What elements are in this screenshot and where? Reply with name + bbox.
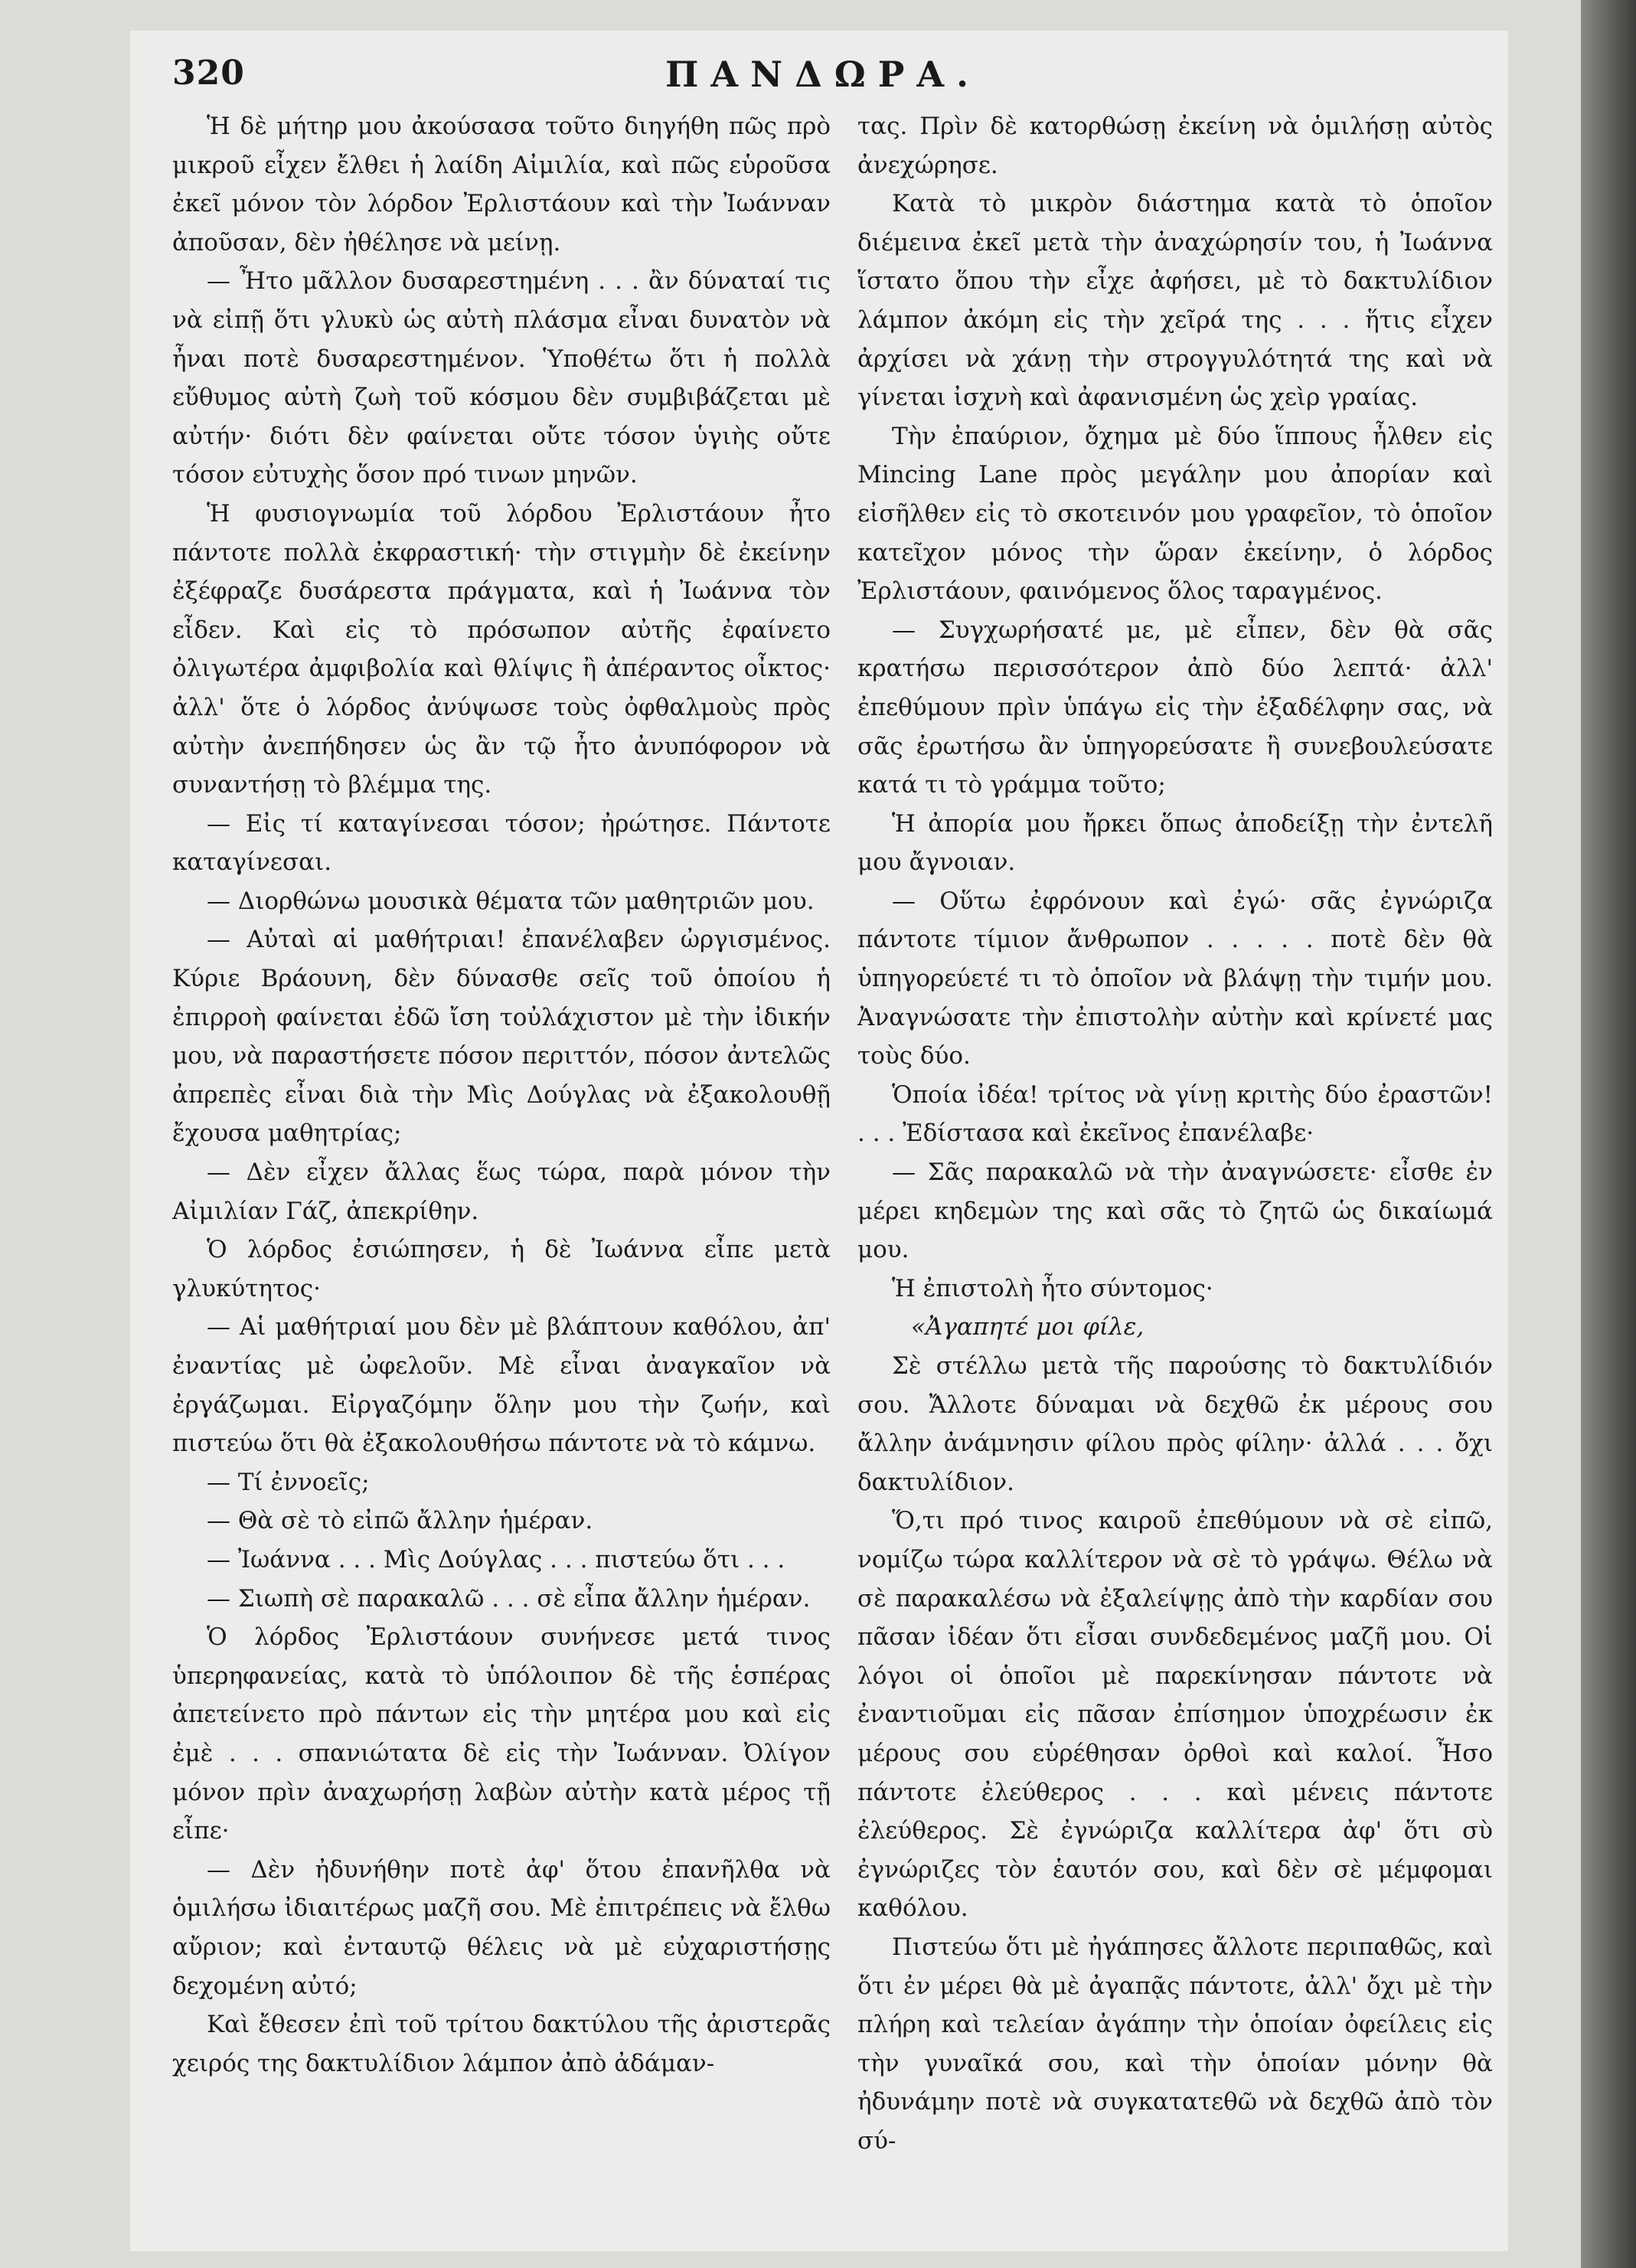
paragraph: — Αὐταὶ αἱ μαθήτριαι! ἐπανέλαβεν ὠργισμένος. Κύριε Βράουνη, δὲν δύνασθε σεῖς τοῦ ὁποίου ἡ ἐπιρροὴ φαίνεται ἐδῶ ἴση τοὐλάχιστον μὲ τὴν ἰδικήν μου, νὰ παραστήσετε πόσον περιττόν, πόσον ἀντελῶς ἀπρεπὲς εἶναι διὰ τὴν Μὶς Δούγλας νὰ ἐξακολουθῇ ἔχουσα μαθητρίας;	[172, 926, 831, 1148]
paragraph: Πιστεύω ὅτι μὲ ἠγάπησες ἄλλοτε περιπαθῶς, καὶ ὅτι ἐν μέρει θὰ μὲ ἀγαπᾷς πάντοτε, ἀλλ' ὄχι μὲ τὴν πλήρη καὶ τελείαν ἀγάπην τὴν ὁποίαν ὀφείλεις εἰς τὴν γυναῖκά σου, καὶ τὴν ὁποίαν μόνην θὰ ἠδυνάμην ποτὲ νὰ συγκατατεθῶ νὰ δεχθῶ ἀπὸ τὸν σύ-	[857, 1933, 1493, 2155]
paragraph: — Σᾶς παρακαλῶ νὰ τὴν ἀναγνώσετε· εἶσθε ἐν μέρει κηδεμὼν της καὶ σᾶς τὸ ζητῶ ὡς δικαίωμά μου.	[857, 1159, 1493, 1264]
paragraph: «Ἀγαπητέ μοι φίλε,	[911, 1313, 1145, 1342]
right-column	[857, 107, 1493, 2160]
paragraph: — Θὰ σὲ τὸ εἰπῶ ἄλλην ἡμέραν.	[207, 1507, 593, 1535]
page-number: 320	[172, 54, 245, 93]
page-header	[172, 54, 1489, 100]
paragraph: Ὁποία ἰδέα! τρίτος νὰ γίνῃ κριτὴς δύο ἐραστῶν! . . . Ἐδίστασα καὶ ἐκεῖνος ἐπανέλαβε·	[857, 1080, 1493, 1148]
paragraph: Ἡ ἐπιστολὴ ἦτο σύντομος·	[892, 1274, 1213, 1302]
paragraph: — Εἰς τί καταγίνεσαι τόσον; ἠρώτησε. Πάντοτε καταγίνεσαι.	[172, 809, 831, 877]
paragraph: τας. Πρὶν δὲ κατορθώσῃ ἐκείνη νὰ ὁμιλήσῃ αὐτὸς ἀνεχώρησε.	[857, 113, 1493, 179]
paragraph: Ἡ δὲ μήτηρ μου ἀκούσασα τοῦτο διηγήθη πῶς πρὸ μικροῦ εἶχεν ἔλθει ἡ λαίδη Αἰμιλία, καὶ πῶς εὑροῦσα ἐκεῖ μόνον τὸν λόρδον Ἐρλιστάουν καὶ τὴν Ἰωάνναν ἀποῦσαν, δὲν ἠθέλησε νὰ μείνῃ.	[172, 113, 831, 257]
paragraph: Καὶ ἔθεσεν ἐπὶ τοῦ τρίτου δακτύλου τῆς ἀριστερᾶς χειρός της δακτυλίδιον λάμπον ἀπὸ ἀδάμαν-	[172, 2011, 831, 2077]
paragraph: Ὁ λόρδος ἐσιώπησεν, ἡ δὲ Ἰωάννα εἶπε μετὰ γλυκύτητος·	[172, 1236, 831, 1302]
paragraph: Ἡ ἀπορία μου ἤρκει ὅπως ἀποδείξῃ τὴν ἐντελῆ μου ἄγνοιαν.	[857, 809, 1493, 877]
paragraph: — Οὕτω ἐφρόνουν καὶ ἐγώ· σᾶς ἐγνώριζα πάντοτε τίμιον ἄνθρωπον . . . . . ποτὲ δὲν θὰ ὑπηγορεύετέ τι τὸ ὁποῖον νὰ βλάψῃ τὴν τιμήν μου. Ἀναγνώσατε τὴν ἐπιστολὴν αὐτὴν καὶ κρίνετέ μας τοὺς δύο.	[857, 887, 1493, 1070]
paragraph: — Ἦτο μᾶλλον δυσαρεστημένη . . . ἂν δύναταί τις νὰ εἰπῇ ὅτι γλυκὺ ὡς αὐτὴ πλάσμα εἶναι δυνατὸν νὰ ἦναι ποτὲ δυσαρεστημένον. Ὑποθέτω ὅτι ἡ πολλὰ εὔθυμος αὐτὴ ζωὴ τοῦ κόσμου δὲν συμβιβάζεται μὲ αὐτήν· διότι δὲν φαίνεται οὔτε τόσον ὑγιὴς οὔτε τόσον εὐτυχὴς ὅσον πρό τινων μηνῶν.	[172, 267, 831, 489]
paragraph: — Αἱ μαθήτριαί μου δὲν μὲ βλάπτουν καθόλου, ἀπ' ἐναντίας μὲ ὠφελοῦν. Μὲ εἶναι ἀναγκαῖον νὰ ἐργάζωμαι. Εἰργαζόμην ὅλην μου τὴν ζωήν, καὶ πιστεύω ὅτι θὰ ἐξακολουθήσω πάντοτε νὰ τὸ κάμνω.	[172, 1313, 831, 1458]
paragraph: Τὴν ἐπαύριον, ὄχημα μὲ δύο ἵππους ἦλθεν εἰς Mincing Lane πρὸς μεγάλην μου ἀπορίαν καὶ εἰσῆλθεν εἰς τὸ σκοτεινόν μου γραφεῖον, τὸ ὁποῖον κατεῖχον μόνος τὴν ὥραν ἐκείνην, ὁ λόρδος Ἐρλιστάουν, φαινόμενος ὅλος ταραγμένος.	[857, 422, 1493, 606]
paragraph: — Τί ἐννοεῖς;	[207, 1468, 370, 1496]
paragraph: Σὲ στέλλω μετὰ τῆς παρούσης τὸ δακτυλίδιόν σου. Ἄλλοτε δύναμαι νὰ δεχθῶ ἐκ μέρους σου ἄλλην ἀνάμνησιν φίλου πρὸς φίλην· ἀλλά . . . ὄχι δακτυλίδιον.	[857, 1352, 1493, 1496]
paragraph: Ἡ φυσιογνωμία τοῦ λόρδου Ἐρλιστάουν ἦτο πάντοτε πολλὰ ἐκφραστική· τὴν στιγμὴν δὲ ἐκείνην ἐξέφραζε δυσάρεστα πράγματα, καὶ ἡ Ἰωάννα τὸν εἶδεν. Καὶ εἰς τὸ πρόσωπον αὐτῆς ἐφαίνετο ὀλιγωτέρα ἀμφιβολία καὶ θλίψις ἢ ἀπέραντος οἶκτος· ἀλλ' ὅτε ὁ λόρδος ἀνύψωσε τοὺς ὀφθαλμοὺς πρὸς αὐτὴν ἀνεπήδησεν ὡς ἂν τῷ ἦτο ἀνυπόφορον νὰ συναντήσῃ τὸ βλέμμα της.	[172, 499, 831, 799]
left-column	[172, 107, 831, 2083]
running-title: ΠΑΝΔΩΡΑ.	[665, 54, 981, 95]
paragraph: — Δὲν εἶχεν ἄλλας ἕως τώρα, παρὰ μόνον τὴν Αἰμιλίαν Γάζ, ἀπεκρίθην.	[172, 1159, 831, 1225]
paragraph: — Σιωπὴ σὲ παρακαλῶ . . . σὲ εἶπα ἄλλην ἡμέραν.	[207, 1584, 811, 1613]
paragraph: Ὁ λόρδος Ἐρλιστάουν συνήνεσε μετά τινος ὑπερηφανείας, κατὰ τὸ ὑπόλοιπον δὲ τῆς ἑσπέρας ἀπετείνετο πρὸ πάντων εἰς τὴν μητέρα μου καὶ εἰς ἐμὲ . . . σπανιώτατα δὲ εἰς τὴν Ἰωάνναν. Ὀλίγον μόνον πρὶν ἀναχωρήσῃ λαβὼν αὐτὴν κατὰ μέρος τῇ εἶπε·	[172, 1623, 831, 1845]
paragraph: — Διορθώνω μουσικὰ θέματα τῶν μαθητριῶν μου.	[207, 887, 815, 915]
paragraph: Ὅ,τι πρό τινος καιροῦ ἐπεθύμουν νὰ σὲ εἰπῶ, νομίζω τώρα καλλίτερον νὰ σὲ τὸ γράψω. Θέλω νὰ σὲ παρακαλέσω νὰ ἐξαλείψῃς ἀπὸ τὴν καρδίαν σου πᾶσαν ἰδέαν ὅτι εἶσαι συνδεδεμένος μαζῆ μου. Οἱ λόγοι οἱ ὁποῖοι μὲ παρεκίνησαν πάντοτε νὰ ἐναντιοῦμαι εἰς πᾶσαν ἐπίσημον ὑποχρέωσιν ἐκ μέρους σου εὑρέθησαν ὀρθοὶ καὶ καλοί. Ἦσο πάντοτε ἐλεύθερος . . . καὶ μένεις πάντοτε ἐλεύθερος. Σὲ ἐγνώριζα καλλίτερα ἀφ' ὅτι σὺ ἐγνώριζες τὸν ἑαυτόν σου, καὶ δὲν σὲ μέμφομαι καθόλου.	[857, 1507, 1493, 1923]
paragraph: — Δὲν ἠδυνήθην ποτὲ ἀφ' ὅτου ἐπανῆλθα νὰ ὁμιλήσω ἰδιαιτέρως μαζῆ σου. Μὲ ἐπιτρέπεις νὰ ἔλθω αὔριον; καὶ ἐνταυτῷ θέλεις νὰ μὲ εὐχαριστήσῃς δεχομένη αὐτό;	[172, 1855, 831, 2000]
paragraph: — Συγχωρήσατέ με, μὲ εἶπεν, δὲν θὰ σᾶς κρατήσω περισσότερον ἀπὸ δύο λεπτά· ἀλλ' ἐπεθύμουν πρὶν ὑπάγω εἰς τὴν ἐξαδέλφην σας, νὰ σᾶς ἐρωτήσω ἂν ὑπηγορεύσατε ἢ συνεβουλεύσατε κατά τι τὸ γράμμα τοῦτο;	[857, 616, 1493, 799]
paragraph: — Ἰωάννα . . . Μὶς Δούγλας . . . πιστεύω ὅτι . . .	[207, 1545, 785, 1574]
paragraph: Κατὰ τὸ μικρὸν διάστημα κατὰ τὸ ὁποῖον διέμεινα ἐκεῖ μετὰ τὴν ἀναχώρησίν του, ἡ Ἰωάννα ἵστατο ὅπου τὴν εἶχε ἀφήσει, μὲ τὸ δακτυλίδιον λάμπον ἀκόμη εἰς τὴν χεῖρά της . . . ἥτις εἶχεν ἀρχίσει νὰ χάνῃ τὴν στρογγυλότητά της καὶ νὰ γίνεται ἰσχνὴ καὶ ἀφανισμένη ὡς χεὶρ γραίας.	[857, 190, 1493, 412]
book-gutter-edge	[1581, 0, 1636, 2268]
